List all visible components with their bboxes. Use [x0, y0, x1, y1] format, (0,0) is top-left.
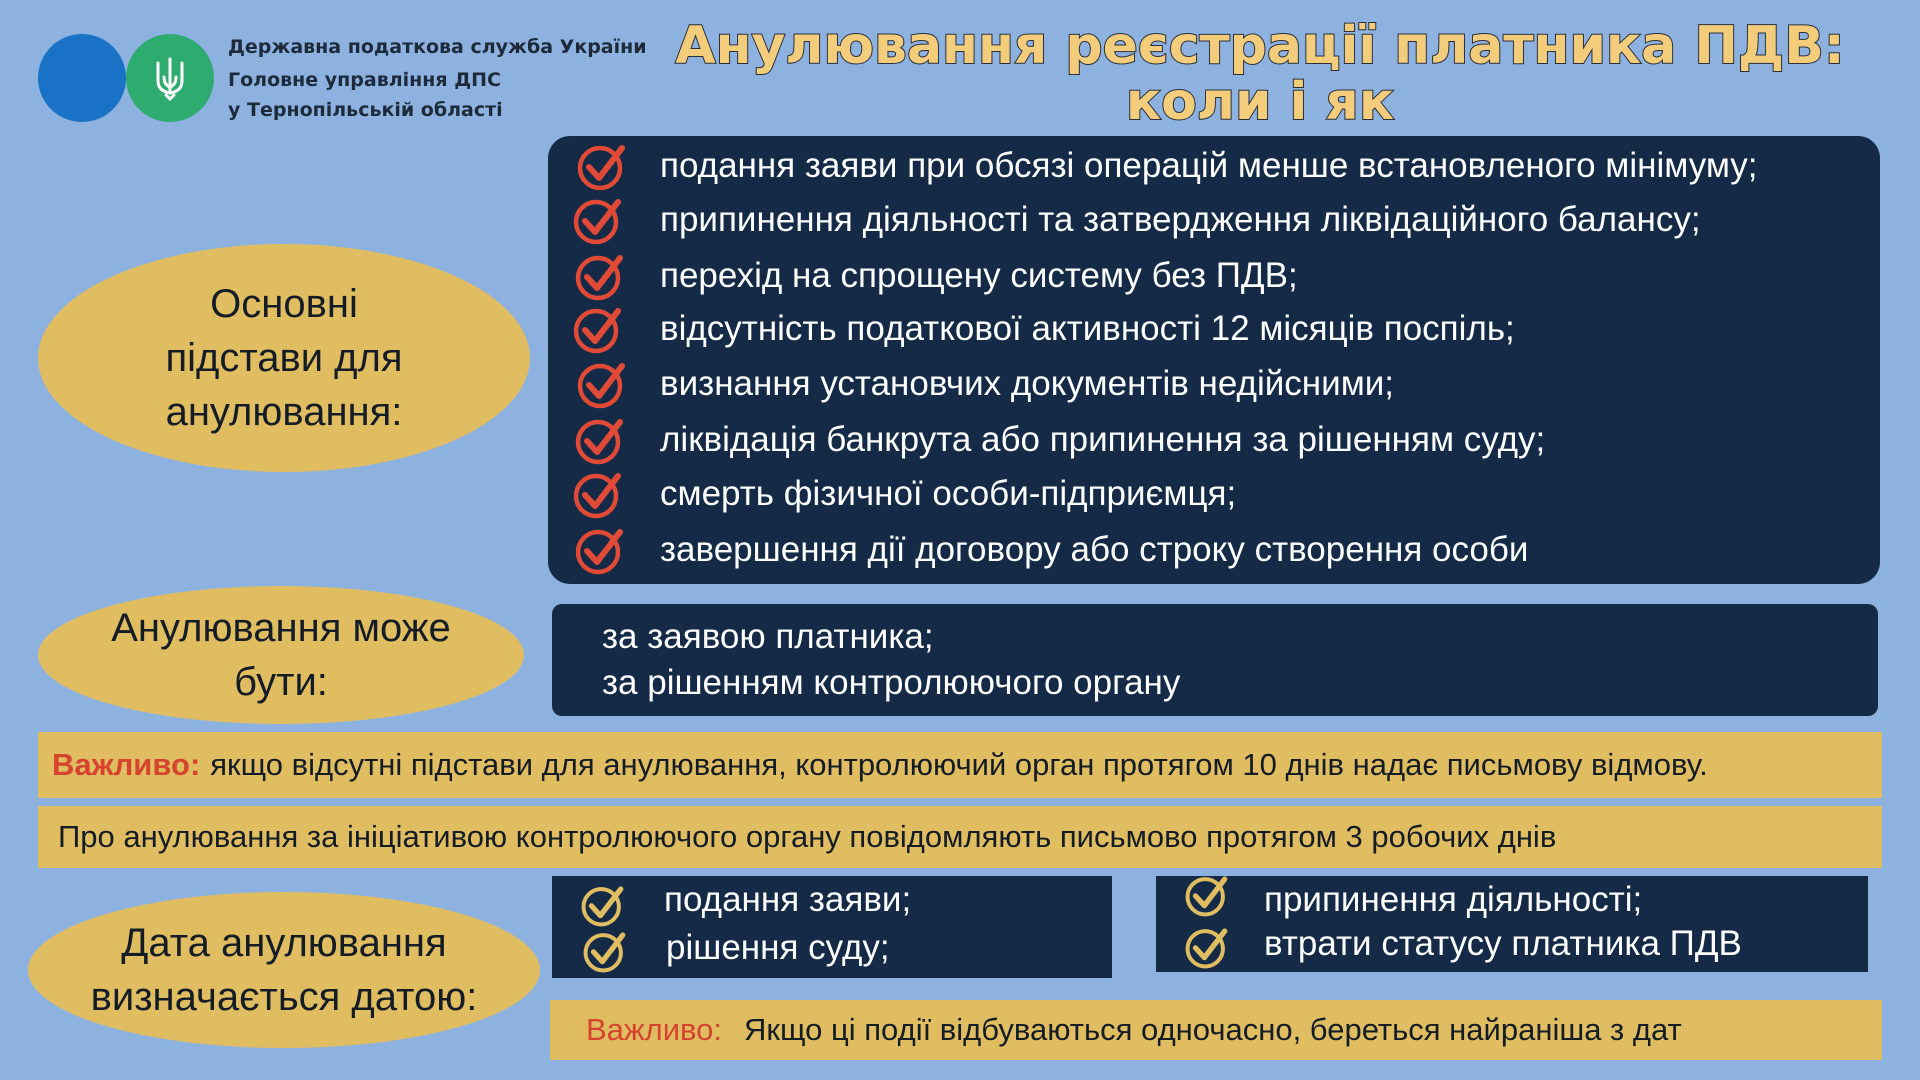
- important-prefix: Важливо:: [52, 747, 201, 782]
- grounds-item-text: визнання установчих документів недійсними;: [660, 363, 1395, 403]
- org-line-2: Головне управління ДПС: [228, 69, 502, 91]
- title-line-1: Анулювання реєстрації платника ПДВ:: [675, 16, 1845, 76]
- grounds-panel: [548, 136, 1880, 584]
- red-check-icon: [574, 250, 626, 302]
- org-line-3: у Тернопільській області: [228, 99, 503, 121]
- gold-check-icon: [580, 882, 626, 928]
- organization-name: [228, 32, 647, 125]
- important-text: Якщо ці події відбуваються одночасно, береться найраніша з дат: [744, 1012, 1682, 1047]
- important-simultaneous-bar: [550, 1000, 1882, 1060]
- grounds-label: Основні підстави для анулювання:: [165, 282, 403, 434]
- date-left-panel: [552, 876, 1112, 978]
- may-be-item: за заявою платника;: [602, 617, 934, 656]
- grounds-item-text: відсутність податкової активності 12 місяців поспіль;: [660, 308, 1515, 348]
- red-check-icon: [576, 140, 628, 192]
- important-prefix: Важливо:: [586, 1012, 723, 1047]
- may-be-label: Анулювання може бути:: [111, 606, 451, 704]
- may-be-panel: [552, 604, 1878, 716]
- grounds-item-text: смерть фізичної особи-підприємця;: [660, 473, 1237, 513]
- date-item: подання заяви;: [664, 880, 912, 919]
- notification-text: Про анулювання за ініціативою контролюючого органу повідомляють письмово протягом 3 робочих днів: [58, 819, 1557, 854]
- grounds-item: [548, 466, 1880, 521]
- grounds-item: [548, 356, 1880, 411]
- grounds-item-text: завершення дії договору або строку створення особи: [660, 529, 1529, 569]
- grounds-item-text: припинення діяльності та затвердження ліквідаційного балансу;: [660, 199, 1701, 239]
- grounds-item-text: перехід на спрощену систему без ПДВ;: [660, 255, 1298, 295]
- grounds-item: [548, 248, 1880, 303]
- may-be-item: за рішенням контролюючого органу: [602, 663, 1181, 702]
- may-be-label-ellipse: [38, 586, 524, 724]
- notification-bar: [38, 806, 1882, 868]
- grounds-item: [548, 138, 1880, 193]
- grounds-item-text: подання заяви при обсязі операцій менше встановленого мінімуму;: [660, 145, 1758, 185]
- grounds-item: [548, 301, 1880, 356]
- red-check-icon: [572, 194, 624, 246]
- date-item: втрати статусу платника ПДВ: [1264, 924, 1742, 963]
- date-label: Дата анулювання визначається датою:: [90, 921, 478, 1019]
- dps-logo-green-circle: [126, 34, 214, 122]
- dps-logo-blue-circle: [38, 34, 126, 122]
- red-check-icon: [572, 468, 624, 520]
- important-notice-bar: [38, 732, 1882, 798]
- org-line-1: Державна податкова служба України: [228, 36, 647, 58]
- red-check-icon: [576, 358, 628, 410]
- trident-icon: [153, 55, 187, 101]
- gold-check-icon: [582, 928, 628, 974]
- title-line-2: коли і як: [1125, 72, 1395, 132]
- gold-check-icon: [1184, 924, 1230, 970]
- date-label-ellipse: [28, 892, 540, 1048]
- red-check-icon: [574, 524, 626, 576]
- gold-check-icon: [1184, 872, 1230, 918]
- grounds-label-ellipse: [38, 244, 530, 472]
- red-check-icon: [572, 303, 624, 355]
- grounds-item: [548, 192, 1880, 247]
- important-text: якщо відсутні підстави для анулювання, контролюючий орган протягом 10 днів надає письмову відмову.: [210, 747, 1708, 782]
- date-item: рішення суду;: [666, 928, 890, 967]
- page-title: [660, 18, 1860, 130]
- date-item: припинення діяльності;: [1264, 880, 1643, 919]
- grounds-item: [548, 522, 1880, 577]
- grounds-item: [548, 412, 1880, 467]
- grounds-item-text: ліквідація банкрута або припинення за рішенням суду;: [660, 419, 1546, 459]
- red-check-icon: [574, 414, 626, 466]
- date-right-panel: [1156, 876, 1868, 972]
